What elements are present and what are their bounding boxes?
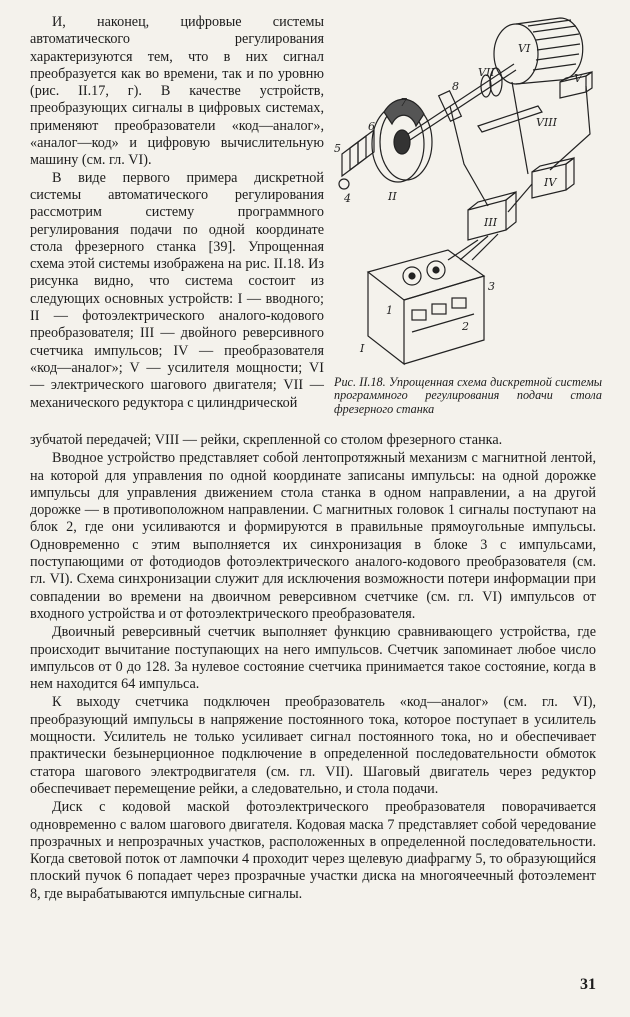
label-6: 6 — [368, 120, 375, 133]
label-iii: III — [484, 216, 498, 229]
paragraph: Двоичный реверсивный счетчик выполняет функцию сравнивающего устройства, где происходит вычитание поступающих на него импульсов. Счетчик запоминает любое число импульсов от 0 до 128. За нулевое состояние счетчика принимается такое состояние, когда в нем находится 64 импульса. — [30, 624, 596, 693]
continuation-line: зубчатой передачей; VIII — рейки, скрепленной со столом фрезерного станка. — [30, 432, 503, 448]
figure-ii-18 — [328, 14, 610, 374]
label-v: V — [574, 72, 582, 85]
paragraph: В виде первого примера дискретной системы автоматического регулирования рассмотрим систему программного регулирования подачи по одной координате стола фрезерного станка [39]. Упрощенная схема этой системы изображена на рис. II.18. Из рисунка видно, что система состоит из следующих основных устройств: I — вводного; II — фотоэлектрического аналого-кодового преобразователя; III — двойного реверсивного счетчика импульсов; IV — преобразователя «код—аналог»; V — усилителя мощности; VI — электрического шагового двигателя; VII — механического редуктора с цилиндрической — [30, 169, 324, 411]
label-i: I — [360, 342, 365, 355]
label-4: 4 — [344, 192, 351, 205]
label-viii: VIII — [536, 116, 557, 129]
label-vii: VII — [478, 66, 495, 79]
label-vi: VI — [518, 42, 531, 55]
system-schematic — [328, 14, 610, 374]
label-7: 7 — [400, 96, 407, 109]
input-device-top — [368, 250, 484, 300]
label-2: 2 — [462, 320, 469, 333]
label-1: 1 — [386, 304, 393, 317]
caption-text: Упрощенная схема дискретной системы программного регулирования подачи стола фрезерного станка — [334, 375, 602, 416]
caption-label: Рис. II.18. — [334, 375, 386, 389]
paragraph: К выходу счетчика подключен преобразователь «код—аналог» (см. гл. VI), преобразующий импульсы в напряжение постоянного тока, которое поступает в усилитель мощности. Усилитель не только усиливает сигнал постоянного тока, но и обеспечивает практически безынерционное подключение в определенной последовательности обмоток статора шагового электродвигателя (см. гл. VII). Шаговый двигатель через редуктор обеспечивает перемещение рейки, а следовательно, и стола подачи. — [30, 694, 596, 797]
full-width-text — [30, 432, 596, 904]
lamp — [339, 179, 349, 189]
paragraph: Вводное устройство представляет собой лентопротяжный механизм с магнитной лентой, на которой для управления по одной координате записаны импульсы: на одной дорожке импульсы для управления движением стола станка в одном направлении, а на другой дорожке — в противоположном направлении. С магнитных головок 1 сигналы поступают на блок 2, где они усиливаются и формируются в правильные прямоугольные импульсы. Одновременно с этим выполняется их синхронизация в блоке 3 с импульсами, поступающими от фотодиодов фотоэлектрического аналого-кодового преобразователя (см. гл. VI). Схема синхронизации служит для исключения возможности потери информации при совпадении во времени на двоичном реверсивном счетчике (см. гл. VI) импульсов от входного устройства и от фотоэлектрического преобразователя. — [30, 450, 596, 622]
label-3: 3 — [488, 280, 495, 293]
figure-caption — [334, 376, 602, 416]
left-column-text — [30, 14, 324, 412]
label-5: 5 — [334, 142, 341, 155]
label-ii: II — [388, 190, 397, 203]
label-iv: IV — [544, 176, 557, 189]
page-number: 31 — [580, 976, 596, 993]
paragraph: И, наконец, цифровые системы автоматического регулирования характеризуются тем, что в них сигнал преобразуется как во времени, так и по уровню (рис. II.17, г). В качестве устройств, преобразующих сигналы в цифровых системах, применяют преобразователи «код—аналог», «аналог—код» и цифровую вычислительную машину (см. гл. VI). — [30, 14, 324, 169]
paragraph: Диск с кодовой маской фотоэлектрического преобразователя поворачивается одновременно с валом шагового двигателя. Кодовая маска 7 представляет собой чередование прозрачных и непрозрачных участков, расположенных в определенной последовательности. Когда световой поток от лампочки 4 проходит через щелевую диафрагму 5, то образующийся плоский пучок 6 попадает через прозрачные участки диска на многоячеечный фотоэлемент 8, где вырабатываются импульсные сигналы. — [30, 799, 596, 902]
label-8: 8 — [452, 80, 459, 93]
